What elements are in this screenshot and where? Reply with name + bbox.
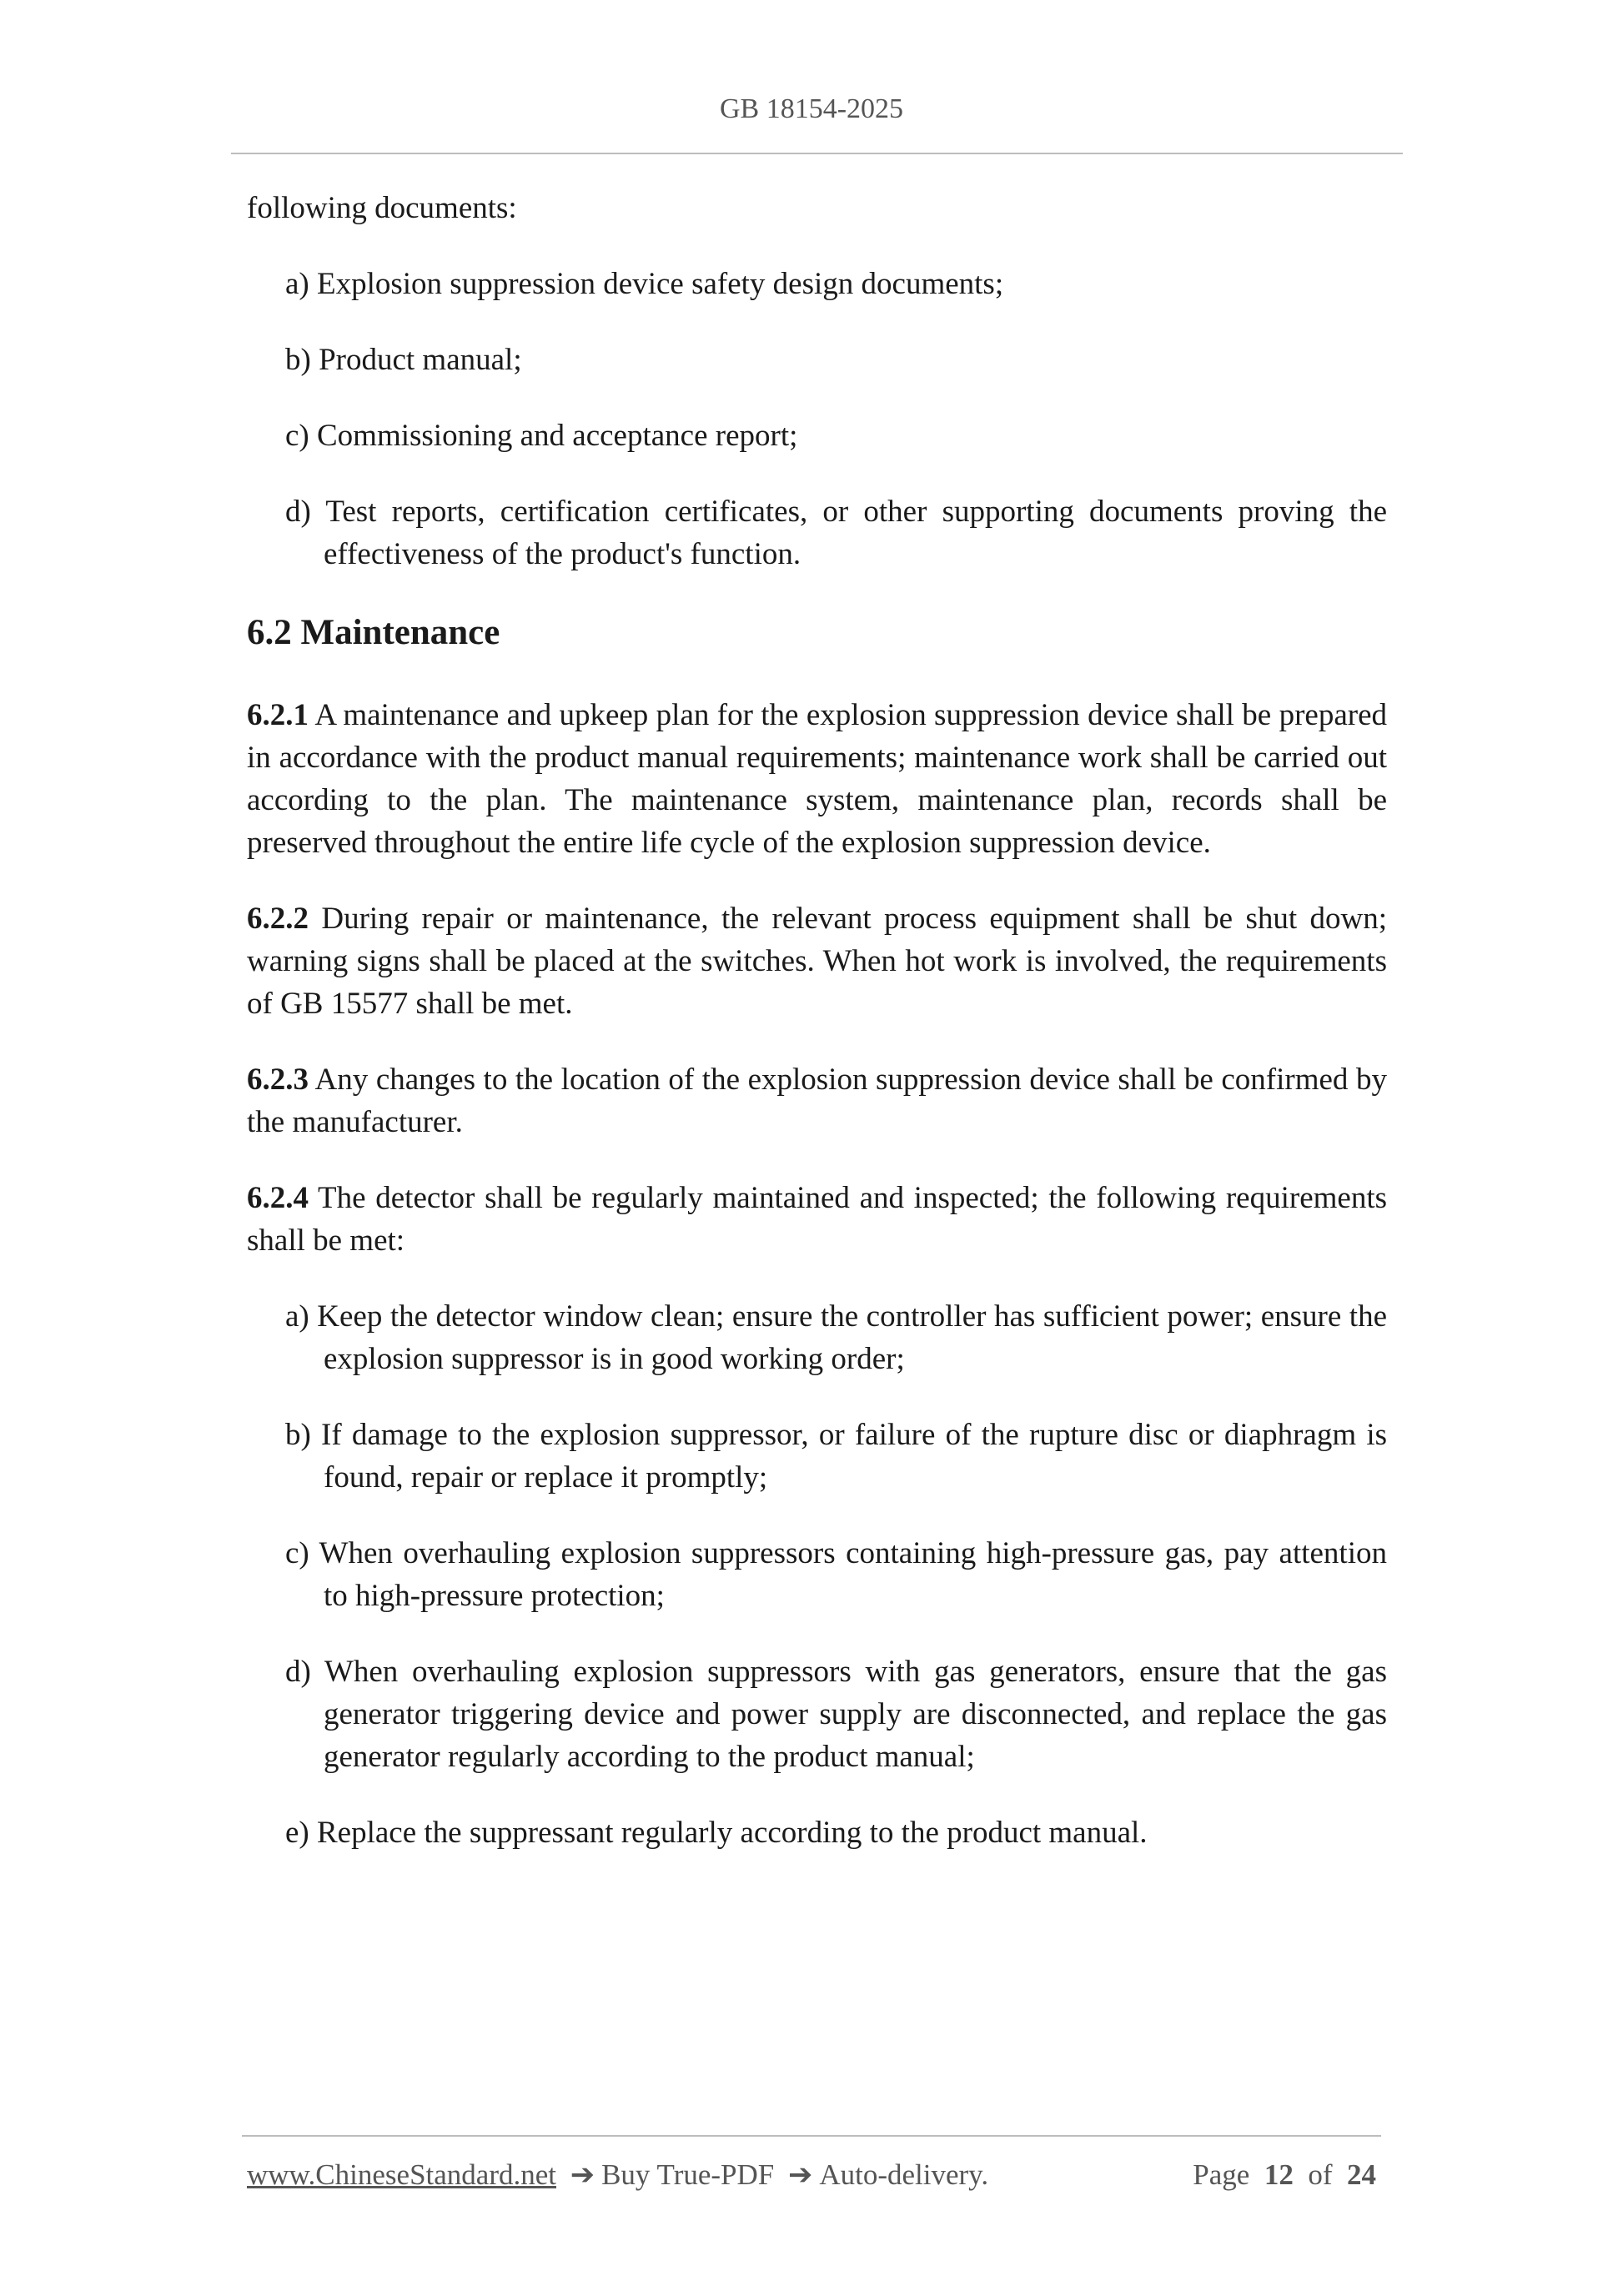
list-item: a) Keep the detector window clean; ensure the controller has sufficient power; ensure the explosion suppressor is in good working order; (285, 1299, 1387, 1376)
clause-6-2-1 (247, 694, 1387, 864)
clause-number: 6.2.1 (247, 698, 309, 732)
document-list (247, 263, 1387, 575)
header-divider (231, 153, 1403, 154)
delivery-text: Auto-delivery. (819, 2158, 989, 2191)
page-current: 12 (1264, 2158, 1294, 2191)
page-total: 24 (1347, 2158, 1376, 2191)
clause-text: Any changes to the location of the explosion suppression device shall be confirmed by the manufacturer. (247, 1063, 1387, 1139)
list-item: d) Test reports, certification certificates, or other supporting documents proving the effectiveness of the product's function. (285, 495, 1387, 571)
page-word: Page (1193, 2158, 1250, 2191)
list-item: c) Commissioning and acceptance report; (285, 419, 798, 453)
page-footer (247, 2158, 1376, 2192)
arrow-right-icon: ➔ (570, 2158, 595, 2191)
list-item: c) When overhauling explosion suppressors containing high-pressure gas, pay attention to high-pressure protection; (285, 1536, 1387, 1613)
list-item: e) Replace the suppressant regularly according to the product manual. (285, 1816, 1148, 1850)
detector-requirements-list (247, 1295, 1387, 1854)
site-link[interactable]: www.ChineseStandard.net (247, 2158, 556, 2191)
arrow-right-icon: ➔ (788, 2158, 813, 2191)
footer-divider (242, 2135, 1381, 2137)
list-item: d) When overhauling explosion suppressors with gas generators, ensure that the gas generator triggering device and power supply are disconnected, and replace the gas generator regularly according to the product manual; (285, 1655, 1387, 1774)
clause-6-2-4 (247, 1177, 1387, 1262)
list-item: a) Explosion suppression device safety design documents; (285, 267, 1004, 301)
clause-6-2-3 (247, 1058, 1387, 1143)
clause-number: 6.2.2 (247, 902, 309, 936)
clause-text: The detector shall be regularly maintained and inspected; the following requirements shall be met: (247, 1181, 1387, 1258)
footer-promo (247, 2158, 988, 2192)
clause-text: A maintenance and upkeep plan for the explosion suppression device shall be prepared in accordance with the product manual requirements; maintenance work shall be carried out according to the plan. The maintenance system, maintenance plan, records shall be preserved throughout the entire life cycle of the explosion suppression device. (247, 698, 1387, 860)
standard-code: GB 18154-2025 (719, 93, 904, 124)
document-header (0, 93, 1623, 125)
clause-number: 6.2.3 (247, 1063, 309, 1097)
page-body (247, 187, 1387, 1887)
of-word: of (1308, 2158, 1333, 2191)
list-item: b) If damage to the explosion suppressor, or failure of the rupture disc or diaphragm is found, repair or replace it promptly; (285, 1418, 1387, 1495)
clause-6-2-2 (247, 897, 1387, 1025)
list-item: b) Product manual; (285, 343, 522, 377)
clause-number: 6.2.4 (247, 1181, 309, 1215)
page-indicator (1193, 2158, 1376, 2192)
buy-text: Buy True-PDF (601, 2158, 775, 2191)
section-heading: 6.2 Maintenance (247, 613, 500, 652)
lead-text: following documents: (247, 191, 517, 225)
clause-text: During repair or maintenance, the relevant process equipment shall be shut down; warning signs shall be placed at the switches. When hot work is involved, the requirements of GB 15577 shall be met. (247, 902, 1387, 1021)
